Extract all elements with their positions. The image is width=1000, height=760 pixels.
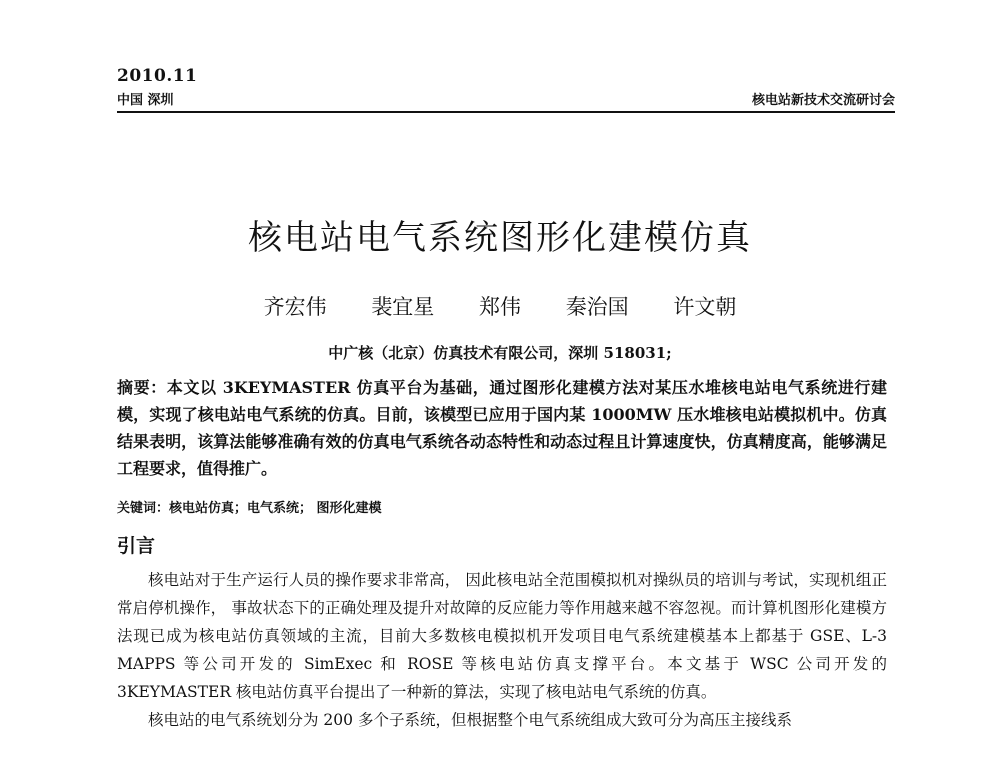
author-list <box>0 291 1000 321</box>
header-conference: 核电站新技术交流研讨会 <box>751 93 895 108</box>
page-header <box>117 66 895 113</box>
abstract <box>117 374 887 482</box>
header-date: 2010.11 <box>117 66 198 86</box>
keywords-text: 核电站仿真；电气系统； 图形化建模 <box>169 501 382 516</box>
body-text <box>117 566 887 734</box>
paragraph: 核电站对于生产运行人员的操作要求非常高， 因此核电站全范围模拟机对操纵员的培训与考试，实现机组正常启停机操作， 事故状态下的正确处理及提升对故障的反应能力等作用越来越不容忽视。而计算机图形化建模方法现已成为核电站仿真领域的主流，目前大多数核电模拟机开发项目电气系统建模基本上都基于 GSE、L-3 MAPPS 等公司开发的 SimExec 和 ROSE 等核电站仿真支撑平台。本文基于 WSC 公司开发的 3KEYMASTER 核电站仿真平台提出了一种新的算法，实现了核电站电气系统的仿真。 <box>117 571 887 701</box>
header-location: 中国 深圳 <box>117 93 174 108</box>
paper-title: 核电站电气系统图形化建模仿真 <box>248 218 752 258</box>
author-name: 郑伟 <box>479 295 521 319</box>
author-name: 秦治国 <box>565 295 629 319</box>
keywords-label: 关键词： <box>117 501 170 516</box>
author-name: 裴宜星 <box>371 295 435 319</box>
section-heading: 引言 <box>117 535 156 557</box>
affiliation: 中广核（北京）仿真技术有限公司，深圳 518031; <box>328 344 672 362</box>
paragraph: 核电站的电气系统划分为 200 多个子系统，但根据整个电气系统组成大致可分为高压主接线系 <box>148 711 792 729</box>
author-name: 齐宏伟 <box>263 295 327 319</box>
abstract-text: 本文以 3KEYMASTER 仿真平台为基础，通过图形化建模方法对某压水堆核电站电气系统进行建模，实现了核电站电气系统的仿真。目前，该模型已应用于国内某 1000MW 压水堆核电站模拟机中。仿真结果表明，该算法能够准确有效的仿真电气系统各动态特性和动态过程且计算速度快，仿真精度高，能够满足工程要求，值得推广。 <box>117 378 887 478</box>
author-name: 许文朝 <box>673 295 737 319</box>
keywords <box>117 497 887 516</box>
abstract-label: 摘要： <box>117 378 167 397</box>
header-row <box>117 89 895 113</box>
